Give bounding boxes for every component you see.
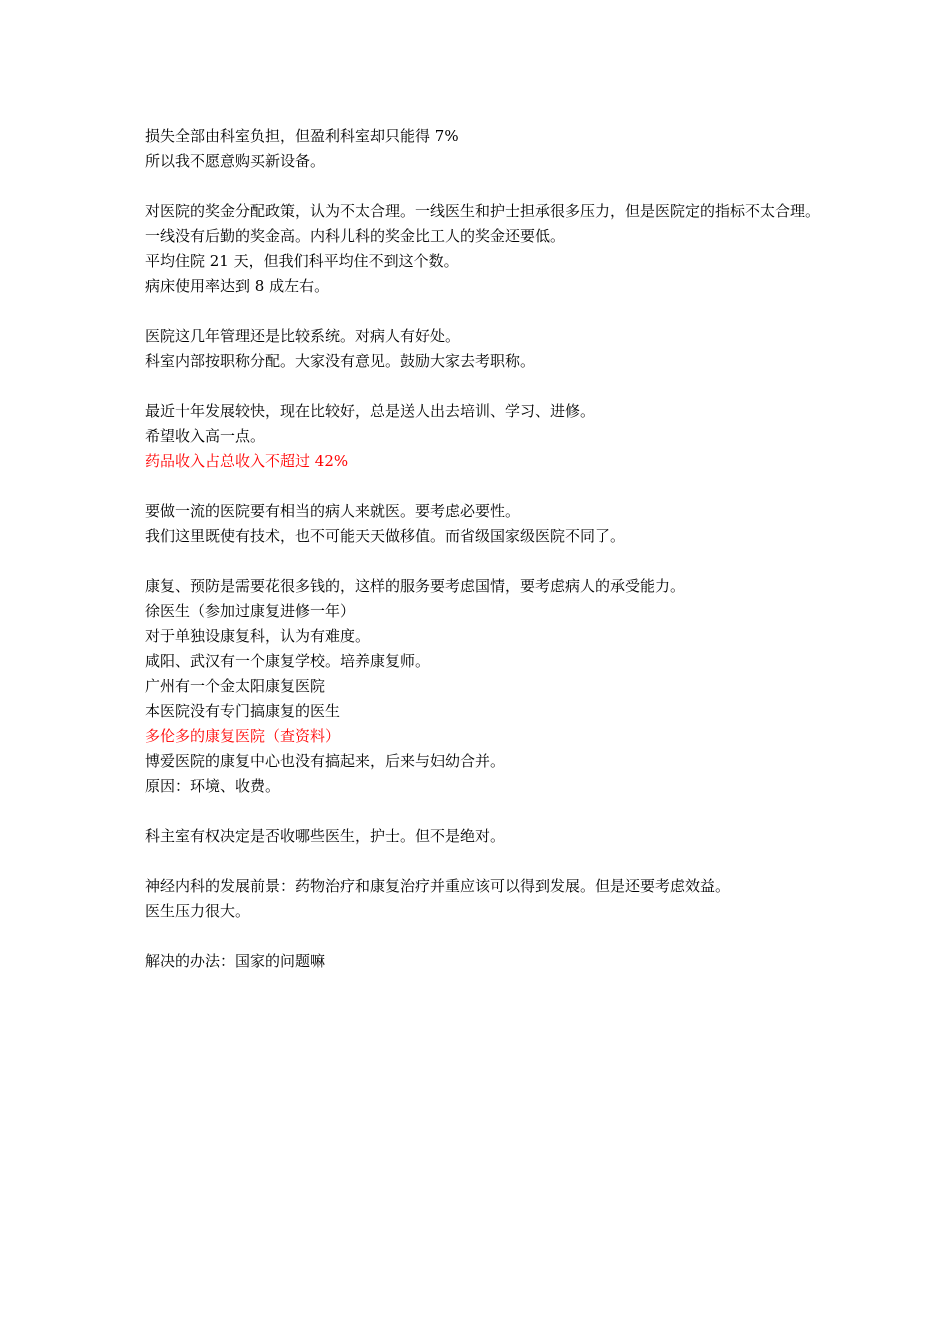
text-line: 科主室有权决定是否收哪些医生，护士。但不是绝对。 <box>145 827 506 845</box>
text-line: 咸阳、武汉有一个康复学校。培养康复师。 <box>145 652 431 670</box>
paragraph <box>145 499 825 549</box>
text-line: 徐医生（参加过康复进修一年） <box>145 602 356 620</box>
paragraph <box>145 874 825 924</box>
text-line: 一线没有后勤的奖金高。内科儿科的奖金比工人的奖金还要低。 <box>145 227 566 245</box>
text-line: 博爱医院的康复中心也没有搞起来，后来与妇幼合并。 <box>145 752 506 770</box>
paragraph <box>145 199 825 299</box>
text-line: 医生压力很大。 <box>145 902 251 920</box>
text-line: 原因：环境、收费。 <box>145 777 281 795</box>
paragraph <box>145 574 825 799</box>
text-line: 本医院没有专门搞康复的医生 <box>145 702 341 720</box>
text-line: 所以我不愿意购买新设备。 <box>145 152 326 170</box>
text-line: 康复、预防是需要花很多钱的，这样的服务要考虑国情，要考虑病人的承受能力。 <box>145 577 686 595</box>
text-line: 最近十年发展较快，现在比较好，总是送人出去培训、学习、进修。 <box>145 402 596 420</box>
paragraph <box>145 124 825 174</box>
text-line: 病床使用率达到 8 成左右。 <box>145 277 330 295</box>
text-line: 广州有一个金太阳康复医院 <box>145 677 326 695</box>
text-line: 要做一流的医院要有相当的病人来就医。要考虑必要性。 <box>145 502 521 520</box>
text-line: 对于单独设康复科，认为有难度。 <box>145 627 371 645</box>
paragraph <box>145 824 825 849</box>
paragraph <box>145 399 825 474</box>
text-line: 科室内部按职称分配。大家没有意见。鼓励大家去考职称。 <box>145 352 536 370</box>
text-line: 医院这几年管理还是比较系统。对病人有好处。 <box>145 327 461 345</box>
text-line: 平均住院 21 天，但我们科平均住不到这个数。 <box>145 252 459 270</box>
highlighted-text-line: 药品收入占总收入不超过 42% <box>145 452 349 470</box>
text-line: 神经内科的发展前景：药物治疗和康复治疗并重应该可以得到发展。但是还要考虑效益。 <box>145 877 731 895</box>
text-line: 我们这里既使有技术，也不可能天天做移值。而省级国家级医院不同了。 <box>145 527 626 545</box>
document-body <box>145 124 825 999</box>
text-line: 对医院的奖金分配政策，认为不太合理。一线医生和护士担承很多压力，但是医院定的指标不太合理。 <box>145 202 821 220</box>
paragraph <box>145 324 825 374</box>
text-line: 希望收入高一点。 <box>145 427 266 445</box>
text-line: 解决的办法：国家的问题嘛 <box>145 952 326 970</box>
highlighted-text-line: 多伦多的康复医院（查资料） <box>145 727 341 745</box>
text-line: 损失全部由科室负担，但盈利科室却只能得 7% <box>145 127 459 145</box>
paragraph <box>145 949 825 974</box>
